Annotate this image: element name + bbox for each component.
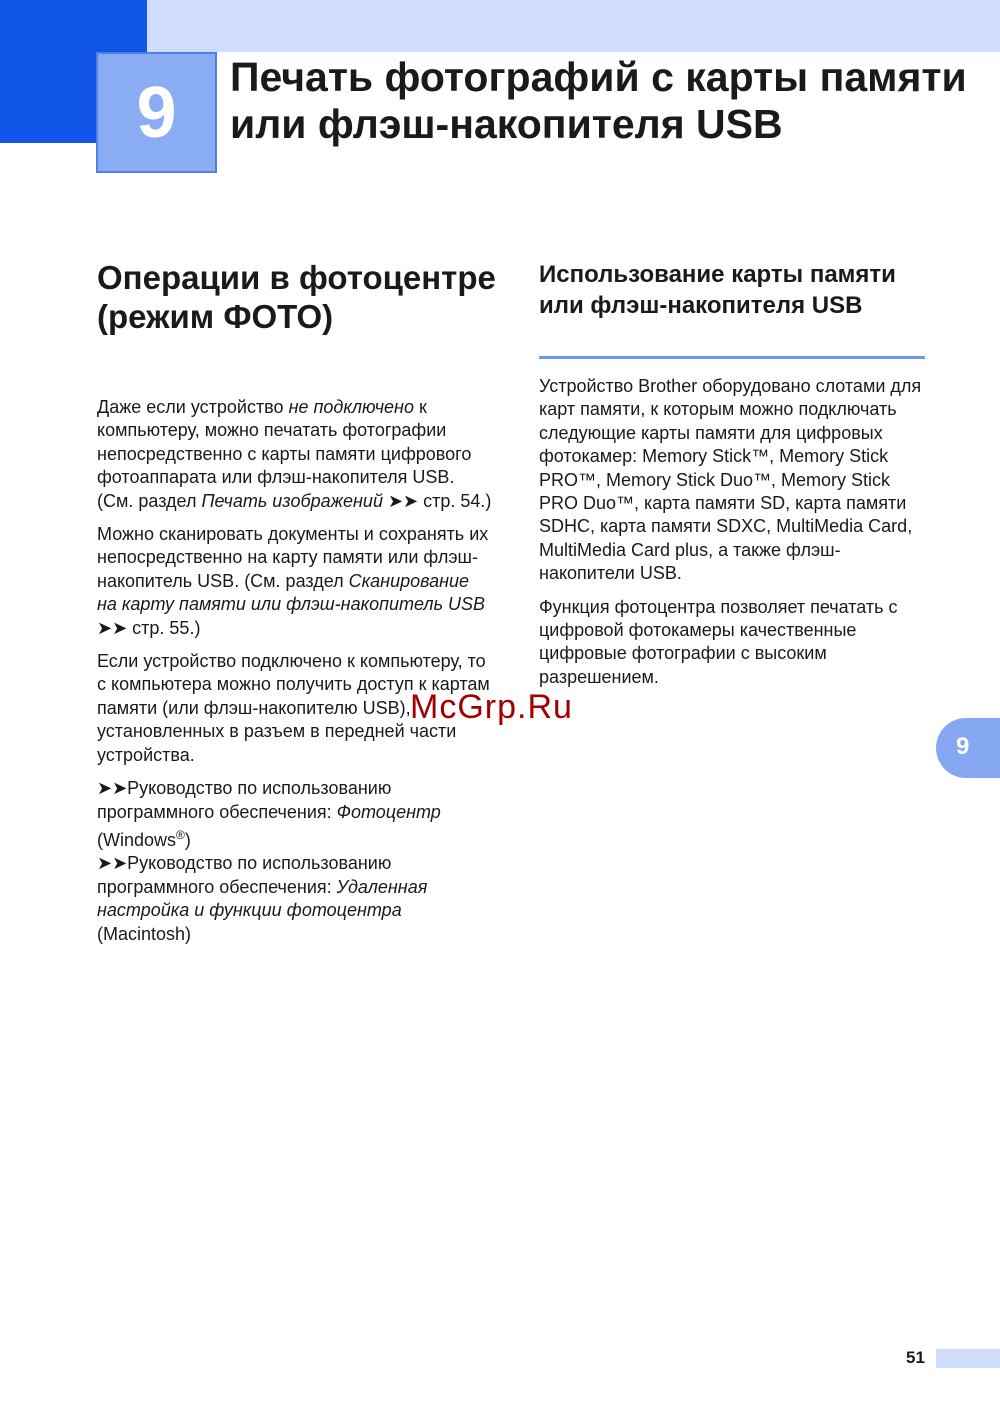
left-column: [97, 396, 492, 946]
section-heading-memory-card: Использование карты памяти или флэш-накопителя USB: [539, 261, 896, 319]
page-reference: ➤➤ стр. 55.): [97, 617, 201, 638]
reference-macintosh: [97, 852, 492, 946]
reference-windows: [97, 777, 492, 852]
chapter-number: 9: [136, 72, 177, 153]
cross-reference: Печать изображений: [201, 490, 383, 511]
text: ➤➤Руководство по использованию программного обеспечения:: [97, 778, 392, 822]
right-column: [539, 375, 931, 699]
watermark: McGrp.Ru: [410, 688, 573, 726]
paragraph-scan: [97, 523, 492, 640]
cross-reference: Сканирование на карту памяти или флэш-накопитель USB: [97, 570, 486, 615]
paragraph-connected: Если устройство подключено к компьютеру, то с компьютера можно получить доступ к картам памяти (или флэш-накопителю USB), установленных в разъем в передней части устройства.: [97, 651, 490, 765]
text: (Macintosh): [97, 923, 192, 944]
text: (Windows: [97, 829, 177, 850]
header-band: [147, 0, 1000, 52]
registered-mark: ®: [176, 827, 185, 842]
cross-reference: Фотоцентр: [336, 801, 441, 822]
text: ): [184, 829, 191, 850]
text: Можно сканировать документы и сохранять их непосредственно на карту памяти или флэш-накопитель USB. (См. раздел: [97, 524, 489, 591]
chapter-number-box: [96, 52, 217, 173]
cross-reference: Удаленная настройка и функции фотоцентра: [97, 876, 428, 921]
page-number-bar: [936, 1349, 1000, 1368]
page-number: 51: [906, 1348, 925, 1367]
heading-underline: [539, 356, 925, 359]
text: ➤➤Руководство по использованию программного обеспечения:: [97, 853, 392, 897]
chapter-title: Печать фотографий с карты памяти или флэш-накопителя USB: [230, 54, 967, 147]
section-heading-photo-mode: Операции в фотоцентре (режим ФОТО): [97, 259, 496, 335]
page-reference: ➤➤ стр. 54.): [382, 490, 492, 511]
paragraph-intro: [97, 396, 492, 513]
text: Даже если устройство: [97, 397, 289, 417]
text: к компьютеру, можно печатать фотографии непосредственно с карты памяти цифрового фотоаппарата или флэш-накопителя USB. (См. раздел: [97, 397, 472, 511]
side-tab-number: 9: [956, 733, 970, 760]
paragraph-card-slots: Устройство Brother оборудовано слотами для карт памяти, к которым можно подключать следующие карты памяти для цифровых фотокамер: Memory Stick™, Memory Stick PRO™, Memory Stick Duo™, Memory Stick PRO Duo™, карта памяти SD, карта памяти SDHC, карта памяти SDXC, MultiMedia Card, MultiMedia Card plus, а также флэш-накопители USB.: [539, 376, 922, 584]
paragraph-photo-function: Функция фотоцентра позволяет печатать с цифровой фотокамеры качественные цифровые фотографии с высоким разрешением.: [539, 596, 898, 687]
emphasis: не подключено: [288, 397, 414, 417]
